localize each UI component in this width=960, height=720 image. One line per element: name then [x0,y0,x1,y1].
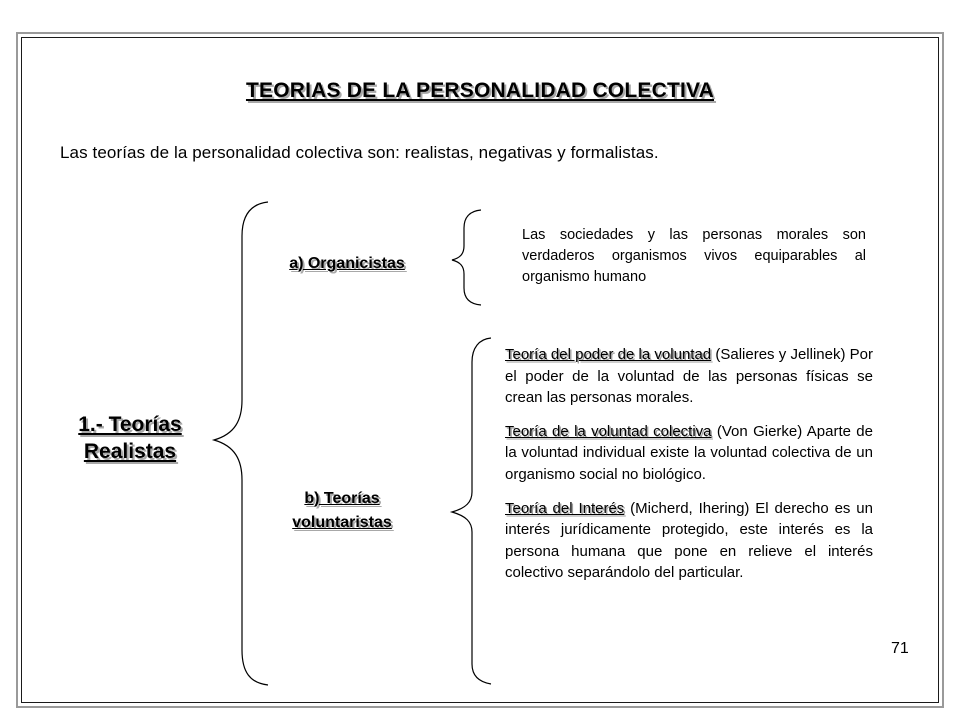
brace-branch-a [452,210,481,305]
brace-branch-b [452,338,491,684]
page-title: TEORIAS DE LA PERSONALIDAD COLECTIVA [245,79,715,102]
theory-name: Teoría del Interés [505,499,625,517]
main-category-line2: Realistas [83,440,177,463]
theory-name: Teoría de la voluntad colectiva [505,422,712,440]
branch-a-label: a) Organicistas [289,255,405,272]
theory-name: Teoría del poder de la voluntad [505,346,712,363]
large-brace [214,202,268,685]
branch-a-description: Las sociedades y las personas morales son verdaderos organismos vivos equiparables al organismo humano [522,227,866,285]
intro-text: Las teorías de la personalidad colectiva son: realistas, negativas y formalistas. [60,143,659,162]
branch-b-label-line2: voluntaristas [292,514,392,531]
theory-description: (Salieres y Jellinek) Por el poder de la voluntad de las personas físicas se crean las personas morales. [505,346,874,407]
main-category-line1: 1.- Teorías [78,413,182,436]
page-number: 71 [891,640,909,657]
branch-b-label-line1: b) Teorías [304,490,380,507]
theory-description: (Von Gierke) Aparte de la voluntad individual existe la voluntad colectiva de un organismo social no biológico. [505,422,873,483]
theory-description: (Micherd, Ihering) El derecho es un interés jurídicamente protegido, este interés es la persona humana que pone en relieve el interés colectivo separándolo del particular. [505,499,873,582]
